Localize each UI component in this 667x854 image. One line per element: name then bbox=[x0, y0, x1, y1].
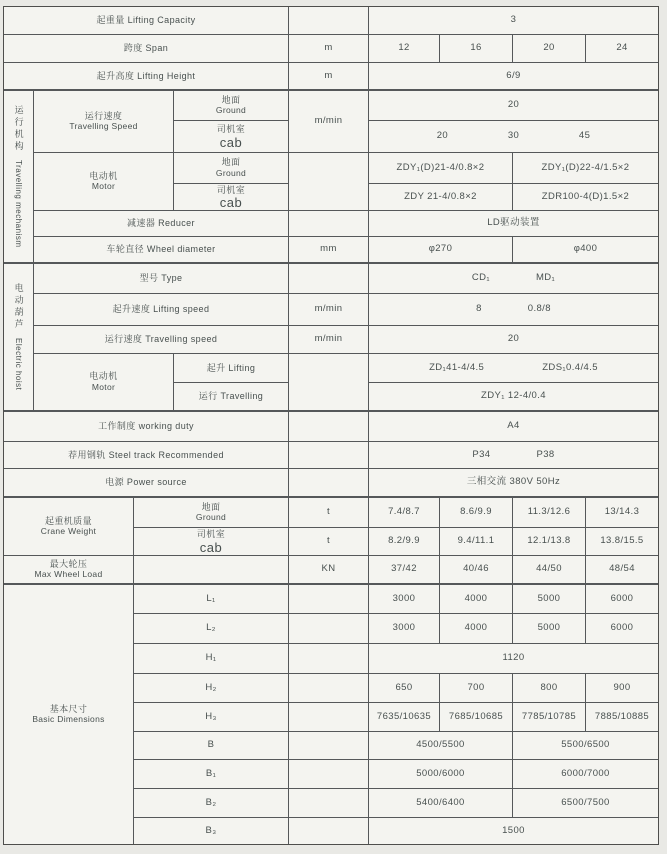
hoist-travelling-speed-label: 运行速度 Travelling speed bbox=[34, 326, 289, 354]
max-wheel-load-v2: 40/46 bbox=[440, 556, 513, 584]
hoist-motor-label-en: Motor bbox=[91, 381, 116, 392]
power-source-value: 三相交流 380V 50Hz bbox=[369, 469, 658, 497]
working-duty-label: 工作制度 working duty bbox=[4, 411, 289, 442]
section-electric-hoist-zh: 电动葫芦 bbox=[13, 283, 24, 332]
cab-speed-1: 20 bbox=[436, 130, 449, 142]
reducer-label: 减速器 Reducer bbox=[34, 211, 289, 237]
dim-b2-label: B₂ bbox=[134, 789, 289, 818]
max-wheel-load-v3: 44/50 bbox=[513, 556, 586, 584]
steel-track-unit-cell bbox=[289, 442, 369, 469]
cab-speed-2: 30 bbox=[507, 130, 520, 142]
span-label: 跨度 Span bbox=[4, 35, 289, 63]
crane-weight-cab-v1: 8.2/9.9 bbox=[369, 528, 440, 556]
hoist-motor-travelling-label: 运行 Travelling bbox=[174, 383, 289, 411]
max-wheel-load-zh: 最大轮压 bbox=[49, 558, 88, 569]
capacity-label: 起重量 Lifting Capacity bbox=[4, 7, 289, 35]
hoist-motor-lifting-value-1: ZD₁41-4/4.5 bbox=[429, 361, 485, 373]
lifting-speed-label: 起升速度 Lifting speed bbox=[34, 294, 289, 326]
dim-l1-v2: 4000 bbox=[440, 584, 513, 614]
section-travelling-mechanism-en: Travelling mechanism bbox=[14, 160, 24, 248]
hoist-motor-label-zh: 电动机 bbox=[89, 371, 118, 382]
dim-h2-v2: 700 bbox=[440, 674, 513, 703]
steel-track-value-1: P34 bbox=[472, 448, 491, 460]
max-wheel-load-label bbox=[4, 556, 134, 584]
dim-h3-label: H₃ bbox=[134, 703, 289, 732]
wheel-diameter-label: 车轮直径 Wheel diameter bbox=[34, 237, 289, 263]
travelling-speed-label bbox=[34, 90, 174, 153]
hoist-travelling-speed-unit: m/min bbox=[289, 326, 369, 354]
crane-weight-unit: t bbox=[289, 497, 369, 528]
max-wheel-load-v1: 37/42 bbox=[369, 556, 440, 584]
crane-weight-ground-v3: 11.3/12.6 bbox=[513, 497, 586, 528]
dim-b3-unit-cell bbox=[289, 818, 369, 844]
travelling-motor-label-en: Motor bbox=[91, 181, 116, 192]
dim-l2-label: L₂ bbox=[134, 614, 289, 644]
type-value-md: MD₁ bbox=[535, 272, 556, 284]
dim-b1-v2: 6000/7000 bbox=[513, 760, 658, 789]
crane-weight-cab-v3: 12.1/13.8 bbox=[513, 528, 586, 556]
basic-dimensions-en: Basic Dimensions bbox=[32, 714, 105, 725]
power-source-label: 电源 Power source bbox=[4, 469, 289, 497]
crane-weight-cab-unit: t bbox=[289, 528, 369, 556]
dim-l2-v2: 4000 bbox=[440, 614, 513, 644]
dim-h2-v1: 650 bbox=[369, 674, 440, 703]
working-duty-value: A4 bbox=[369, 411, 658, 442]
lifting-height-label: 起升高度 Lifting Height bbox=[4, 63, 289, 90]
lifting-speed-value-1: 8 bbox=[476, 303, 482, 315]
max-wheel-load-en: Max Wheel Load bbox=[34, 569, 103, 580]
crane-weight-ground-zh: 地面 bbox=[201, 501, 221, 512]
lifting-speed-unit: m/min bbox=[289, 294, 369, 326]
dim-b1-unit-cell bbox=[289, 760, 369, 789]
travelling-motor-label-zh: 电动机 bbox=[89, 170, 118, 181]
hoist-motor-lifting-values bbox=[369, 354, 658, 383]
travelling-speed-ground-value: 20 bbox=[369, 90, 658, 121]
crane-specification-table bbox=[3, 6, 659, 845]
travelling-motor-ground-label bbox=[174, 153, 289, 184]
crane-weight-ground-label bbox=[134, 497, 289, 528]
travelling-motor-label bbox=[34, 153, 174, 211]
section-travelling-mechanism-zh: 运行机构 bbox=[13, 105, 24, 154]
crane-weight-ground-en: Ground bbox=[195, 512, 227, 523]
dim-l2-v3: 5000 bbox=[513, 614, 586, 644]
dim-b-v2: 5500/6500 bbox=[513, 732, 658, 760]
dim-h3-unit-cell bbox=[289, 703, 369, 732]
dim-h1-label: H₁ bbox=[134, 644, 289, 674]
travelling-speed-label-en: Travelling Speed bbox=[69, 121, 138, 132]
steel-track-values bbox=[369, 442, 658, 469]
dim-h2-v4: 900 bbox=[586, 674, 658, 703]
dim-b3-value: 1500 bbox=[502, 824, 525, 836]
section-electric-hoist bbox=[4, 263, 34, 411]
wheel-diameter-value-1: φ270 bbox=[369, 237, 513, 263]
wheel-diameter-value-2: φ400 bbox=[513, 237, 658, 263]
dim-h2-label: H₂ bbox=[134, 674, 289, 703]
dim-h3-v1: 7635/10635 bbox=[369, 703, 440, 732]
crane-weight-cab-v4: 13.8/15.5 bbox=[586, 528, 658, 556]
dim-h2-v3: 800 bbox=[513, 674, 586, 703]
travelling-speed-cab-label bbox=[174, 121, 289, 153]
dim-h2-unit-cell bbox=[289, 674, 369, 703]
dim-l1-label: L₁ bbox=[134, 584, 289, 614]
wheel-diameter-unit: mm bbox=[289, 237, 369, 263]
dim-h3-v4: 7885/10885 bbox=[586, 703, 658, 732]
dim-h3-v2: 7685/10685 bbox=[440, 703, 513, 732]
dim-b2-v2: 6500/7500 bbox=[513, 789, 658, 818]
capacity-unit-cell bbox=[289, 7, 369, 35]
reducer-unit-cell bbox=[289, 211, 369, 237]
hoist-motor-travelling-value: ZDY₁ 12-4/0.4 bbox=[369, 383, 658, 411]
steel-track-value-2: P38 bbox=[536, 448, 555, 460]
type-unit-cell bbox=[289, 263, 369, 294]
motor-ground-value-2: ZDY₁(D)22-4/1.5×2 bbox=[513, 153, 658, 184]
type-value-cd: CD₁ bbox=[471, 272, 490, 284]
travelling-motor-unit-cell bbox=[289, 153, 369, 211]
type-label: 型号 Type bbox=[34, 263, 289, 294]
lifting-height-value: 6/9 bbox=[369, 63, 658, 90]
lifting-height-unit: m bbox=[289, 63, 369, 90]
travelling-speed-ground-label bbox=[174, 90, 289, 121]
lifting-speed-value-2: 0.8/8 bbox=[527, 303, 551, 315]
span-value-24m: 24 bbox=[586, 35, 658, 63]
dim-l1-unit-cell bbox=[289, 584, 369, 614]
motor-cab-zh: 司机室 bbox=[216, 184, 246, 195]
dim-b-v1: 4500/5500 bbox=[369, 732, 513, 760]
section-travelling-mechanism bbox=[4, 90, 34, 263]
hoist-motor-label bbox=[34, 354, 174, 411]
span-value-12m: 12 bbox=[369, 35, 440, 63]
travelling-speed-cab-values bbox=[369, 121, 658, 153]
dim-b-unit-cell bbox=[289, 732, 369, 760]
max-wheel-load-unit: KN bbox=[289, 556, 369, 584]
hoist-motor-lifting-value-2: ZDS₁0.4/4.5 bbox=[542, 361, 598, 373]
max-wheel-load-empty-cell bbox=[134, 556, 289, 584]
dim-b-label: B bbox=[134, 732, 289, 760]
lifting-speed-values bbox=[369, 294, 658, 326]
dim-b1-label: B₁ bbox=[134, 760, 289, 789]
span-value-16m: 16 bbox=[440, 35, 513, 63]
reducer-value: LD驱动装置 bbox=[369, 211, 658, 237]
dim-h1-unit-cell bbox=[289, 644, 369, 674]
cab-label-zh: 司机室 bbox=[216, 124, 246, 135]
ground-label-en: Ground bbox=[215, 105, 247, 116]
span-value-20m: 20 bbox=[513, 35, 586, 63]
max-wheel-load-v4: 48/54 bbox=[586, 556, 658, 584]
dim-l1-v3: 5000 bbox=[513, 584, 586, 614]
hoist-travelling-speed-value: 20 bbox=[369, 326, 658, 354]
dim-h1-value: 1120 bbox=[369, 644, 658, 674]
motor-ground-en: Ground bbox=[215, 167, 247, 178]
crane-weight-ground-v1: 7.4/8.7 bbox=[369, 497, 440, 528]
working-duty-unit-cell bbox=[289, 411, 369, 442]
dim-l1-v4: 6000 bbox=[586, 584, 658, 614]
dim-b2-v1: 5400/6400 bbox=[369, 789, 513, 818]
crane-weight-label-zh: 起重机质量 bbox=[44, 515, 92, 526]
section-basic-dimensions bbox=[4, 584, 134, 844]
ground-label-zh: 地面 bbox=[221, 94, 241, 105]
dim-h3-v3: 7785/10785 bbox=[513, 703, 586, 732]
steel-track-label: 荐用钢轨 Steel track Recommended bbox=[4, 442, 289, 469]
power-source-unit-cell bbox=[289, 469, 369, 497]
motor-cab-value-1: ZDY 21-4/0.8×2 bbox=[369, 184, 513, 211]
travelling-motor-cab-label bbox=[174, 184, 289, 211]
motor-cab-value-2: ZDR100-4(D)1.5×2 bbox=[513, 184, 658, 211]
crane-weight-cab-label bbox=[134, 528, 289, 556]
span-unit: m bbox=[289, 35, 369, 63]
crane-weight-ground-v4: 13/14.3 bbox=[586, 497, 658, 528]
hoist-motor-lifting-label: 起升 Lifting bbox=[174, 354, 289, 383]
cab-speed-3: 45 bbox=[578, 130, 591, 142]
capacity-value: 3 bbox=[369, 7, 658, 35]
dim-b2-unit-cell bbox=[289, 789, 369, 818]
motor-ground-zh: 地面 bbox=[221, 157, 241, 168]
hoist-motor-unit-cell bbox=[289, 354, 369, 411]
dim-l1-v1: 3000 bbox=[369, 584, 440, 614]
cab-label-en: cab bbox=[219, 134, 243, 150]
dim-l2-unit-cell bbox=[289, 614, 369, 644]
dim-l2-v1: 3000 bbox=[369, 614, 440, 644]
crane-weight-ground-v2: 8.6/9.9 bbox=[440, 497, 513, 528]
basic-dimensions-zh: 基本尺寸 bbox=[49, 703, 88, 714]
section-electric-hoist-en: Electric hoist bbox=[14, 338, 24, 391]
dim-l2-v4: 6000 bbox=[586, 614, 658, 644]
crane-weight-cab-v2: 9.4/11.1 bbox=[440, 528, 513, 556]
dim-b1-v1: 5000/6000 bbox=[369, 760, 513, 789]
crane-weight-label bbox=[4, 497, 134, 556]
type-values bbox=[369, 263, 658, 294]
crane-weight-cab-en: cab bbox=[199, 539, 223, 555]
crane-weight-cab-zh: 司机室 bbox=[196, 529, 226, 540]
motor-cab-en: cab bbox=[219, 195, 243, 211]
motor-ground-value-1: ZDY₁(D)21-4/0.8×2 bbox=[369, 153, 513, 184]
travelling-speed-label-zh: 运行速度 bbox=[84, 110, 123, 121]
crane-weight-label-en: Crane Weight bbox=[40, 526, 97, 537]
travelling-speed-unit: m/min bbox=[289, 90, 369, 153]
dim-b3-label: B₃ bbox=[134, 818, 289, 844]
